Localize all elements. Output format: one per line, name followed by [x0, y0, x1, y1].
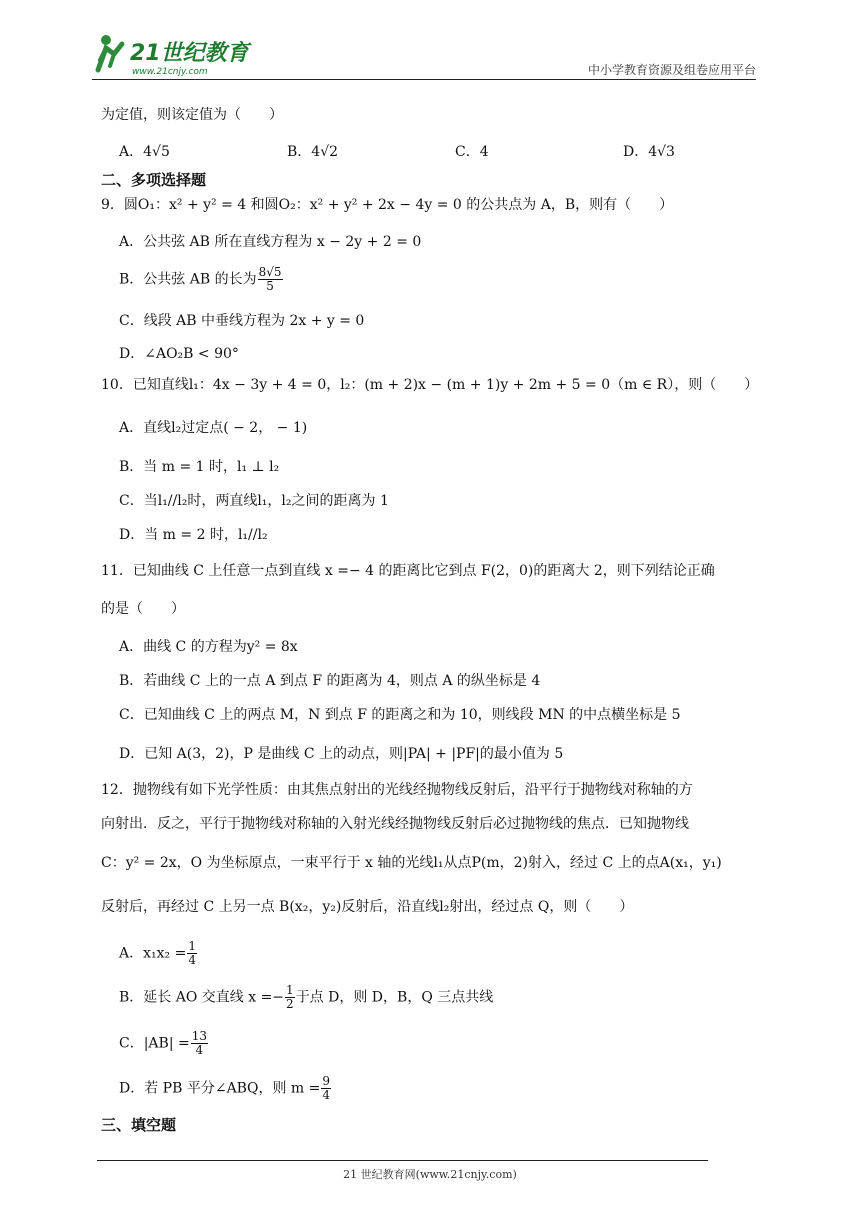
site-tagline: 中小学教育资源及组卷应用平台	[587, 63, 756, 77]
q8-option-a: A．4√5	[119, 144, 170, 160]
q10-option-c: C．当l₁//l₂时，两直线l₁，l₂之间的距离为 1	[119, 493, 389, 509]
q9-option-b-fraction	[258, 266, 283, 293]
q9-option-b-text: B．公共弦 AB 的长为	[119, 271, 257, 288]
q9-b-numerator: 8√5	[258, 265, 282, 279]
q12-a-denominator: 4	[188, 953, 196, 968]
q12-a-numerator: 1	[188, 939, 196, 953]
q9-option-a: A．公共弦 AB 所在直线方程为 x − 2y + 2 = 0	[119, 234, 422, 250]
logo-url: www.21cnjy.com	[132, 67, 208, 77]
q8-option-c: C．4	[455, 144, 489, 160]
q12-stem-line2: 向射出．反之，平行于抛物线对称轴的入射光线经抛物线反射后必过抛物线的焦点．已知抛物线	[101, 816, 689, 832]
q12-stem-line3: C：y² = 2x，O 为坐标原点，一束平行于 x 轴的光线l₁从点P(m，2)射入，经过 C 上的点A(x₁，y₁)	[101, 855, 722, 871]
q12-option-b-fraction	[285, 984, 295, 1011]
q12-d-denominator: 4	[322, 1088, 330, 1103]
q11-stem-line2: 的是（ ）	[101, 601, 185, 617]
q9-option-d: D．∠AO₂B < 90°	[119, 346, 239, 362]
q12-b-denominator: 2	[286, 997, 294, 1012]
q12-option-a-text: A．x₁x₂ =	[119, 945, 187, 962]
q12-c-denominator: 4	[195, 1043, 204, 1058]
q11-option-c: C．已知曲线 C 上的两点 M，N 到点 F 的距离之和为 10，则线段 MN 的中点横坐标是 5	[119, 707, 681, 723]
q12-option-a	[119, 940, 198, 967]
q12-option-a-fraction	[187, 940, 197, 967]
section-fill-in-blank: 三、填空题	[101, 1116, 177, 1134]
q12-option-b	[119, 984, 493, 1011]
q8-option-b: B．4√2	[287, 144, 339, 160]
q12-option-b-text-post: 于点 D，则 D，B，Q 三点共线	[295, 989, 494, 1006]
q11-stem-line1: 11．已知曲线 C 上任意一点到直线 x =− 4 的距离比它到点 F(2，0)的距离大 2，则下列结论正确	[101, 563, 715, 579]
q11-option-a: A．曲线 C 的方程为y² = 8x	[119, 639, 298, 655]
q12-option-b-text: B．延长 AO 交直线 x =−	[119, 989, 285, 1006]
q12-option-c-text: C．|AB| =	[119, 1035, 190, 1052]
q8-option-d: D．4√3	[623, 144, 675, 160]
q9-stem: 9．圆O₁：x² + y² = 4 和圆O₂：x² + y² + 2x − 4y = 0 的公共点为 A，B，则有（ ）	[101, 197, 674, 213]
q10-option-d: D．当 m = 2 时，l₁//l₂	[119, 527, 268, 543]
site-logo	[92, 30, 262, 78]
q12-option-d-text: D．若 PB 平分∠ABQ，则 m =	[119, 1080, 321, 1097]
q9-b-denominator: 5	[266, 279, 274, 294]
q11-option-d: D．已知 A(3，2)，P 是曲线 C 上的动点，则|PA| + |PF|的最小值为 5	[119, 746, 564, 762]
q8-tail: 为定值，则该定值为（ ）	[101, 107, 283, 123]
q12-option-c-fraction	[191, 1030, 208, 1057]
q12-option-c	[119, 1030, 209, 1057]
q9-option-b	[119, 266, 284, 293]
footer-divider	[97, 1160, 708, 1161]
q12-stem-line4: 反射后，再经过 C 上另一点 B(x₂，y₂)反射后，沿直线l₂射出，经过点 Q，则（ ）	[101, 899, 634, 915]
header-divider	[92, 79, 756, 80]
q12-b-numerator: 1	[286, 983, 294, 997]
q12-stem-line1: 12．抛物线有如下光学性质：由其焦点射出的光线经抛物线反射后，沿平行于抛物线对称轴的方	[101, 782, 693, 798]
q12-d-numerator: 9	[322, 1074, 330, 1088]
q10-option-a: A．直线l₂过定点( − 2， − 1)	[119, 420, 308, 436]
logo-text: 21世纪教育	[130, 41, 249, 66]
section-multiple-choice: 二、多项选择题	[101, 171, 207, 189]
q10-option-b: B．当 m = 1 时，l₁ ⊥ l₂	[119, 459, 280, 475]
q11-option-b: B．若曲线 C 上的一点 A 到点 F 的距离为 4，则点 A 的纵坐标是 4	[119, 673, 541, 689]
q9-option-c: C．线段 AB 中垂线方程为 2x + y = 0	[119, 313, 365, 329]
footer-text: 21 世纪教育网(www.21cnjy.com)	[343, 1168, 517, 1181]
q12-option-d	[119, 1075, 332, 1102]
q10-stem: 10．已知直线l₁：4x − 3y + 4 = 0，l₂：(m + 2)x − (m + 1)y + 2m + 5 = 0（m ∈ R），则（ ）	[101, 377, 759, 393]
q12-option-d-fraction	[321, 1075, 331, 1102]
q12-c-numerator: 13	[191, 1029, 208, 1043]
